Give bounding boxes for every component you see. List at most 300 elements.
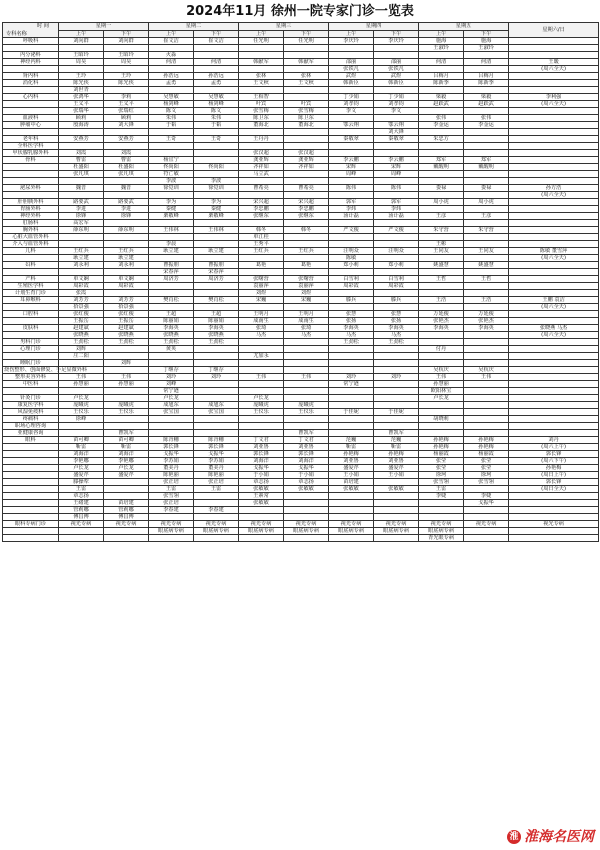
doctor-cell	[59, 269, 104, 276]
table-row	[3, 255, 599, 262]
doctor-cell: 青光眼专病	[419, 535, 464, 542]
doctor-cell: 戈振华	[149, 451, 194, 458]
dept-name-cell: 肾内科	[3, 73, 59, 80]
doctor-cell	[329, 304, 374, 311]
doctor-cell	[464, 283, 509, 290]
dept-name-cell: 心内科	[3, 94, 59, 101]
doctor-cell: 王文秋	[284, 80, 329, 87]
doctor-cell: 张晓燕	[104, 332, 149, 339]
dept-name-cell	[3, 108, 59, 115]
doctor-cell: 庞曦虎	[104, 402, 149, 409]
doctor-cell: 徐觉训	[149, 185, 194, 192]
table-row	[3, 318, 599, 325]
doctor-cell: 王相智	[239, 94, 284, 101]
doctor-cell	[284, 94, 329, 101]
weekend-cell	[509, 199, 599, 206]
doctor-cell	[464, 234, 509, 241]
doctor-cell	[374, 192, 419, 199]
table-row	[3, 346, 599, 353]
doctor-cell	[374, 416, 419, 423]
weekend-cell	[509, 52, 599, 59]
doctor-cell: 成南生	[239, 318, 284, 325]
doctor-cell	[419, 500, 464, 507]
doctor-cell: 路要武	[104, 199, 149, 206]
doctor-cell	[149, 220, 194, 227]
doctor-cell	[149, 234, 194, 241]
doctor-cell: 姚盛慧	[419, 262, 464, 269]
table-row	[3, 297, 599, 304]
doctor-cell: 韩冬	[239, 227, 284, 234]
doctor-cell	[329, 290, 374, 297]
doctor-cell: 宋辉	[329, 164, 374, 171]
doctor-cell: 薛东明	[104, 227, 149, 234]
doctor-cell: 郑小莉	[374, 262, 419, 269]
doctor-cell: 符亡敏	[149, 171, 194, 178]
weekend-cell	[509, 346, 599, 353]
doctor-cell	[464, 409, 509, 416]
doctor-cell	[104, 178, 149, 185]
doctor-cell: 郭长锋	[239, 451, 284, 458]
doctor-cell: 张琦	[284, 325, 329, 332]
doctor-cell	[374, 500, 419, 507]
weekend-cell	[509, 150, 599, 157]
doctor-cell: 丁文君	[239, 437, 284, 444]
doctor-cell	[419, 269, 464, 276]
weekend-cell	[509, 507, 599, 514]
doctor-cell: 刘煜	[239, 290, 284, 297]
doctor-cell: 王彦	[419, 213, 464, 220]
doctor-cell: 戴醒明	[464, 164, 509, 171]
doctor-cell: 于韬	[149, 122, 194, 129]
doctor-cell: 王劲松	[149, 339, 194, 346]
doctor-cell: 杨宜宁	[149, 157, 194, 164]
doctor-cell	[374, 178, 419, 185]
doctor-cell: 丁少娟	[329, 94, 374, 101]
doctor-cell	[104, 45, 149, 52]
doctor-cell: 曹雷	[59, 157, 104, 164]
doctor-cell: 盛爱芹	[59, 472, 104, 479]
doctor-cell: 赵建斌	[59, 325, 104, 332]
doctor-cell: 刘海洋	[284, 458, 329, 465]
doctor-cell	[239, 220, 284, 227]
doctor-cell	[59, 388, 104, 395]
table-row	[3, 178, 599, 185]
doctor-cell: 庄二阳	[59, 353, 104, 360]
weekend-cell	[509, 206, 599, 213]
doctor-cell: 王奇	[149, 136, 194, 143]
doctor-cell: 陈光侠	[104, 80, 149, 87]
doctor-cell	[464, 87, 509, 94]
doctor-cell	[419, 514, 464, 521]
doctor-cell: 张继东	[284, 213, 329, 220]
doctor-cell: 戈振华	[239, 465, 284, 472]
doctor-cell: 李海英	[329, 325, 374, 332]
weekend-cell: 王鹏 袁洁	[509, 297, 599, 304]
doctor-cell	[194, 514, 239, 521]
doctor-cell: 王彬	[419, 241, 464, 248]
weekend-cell	[509, 339, 599, 346]
weekend-cell: 张晓燕 马杰	[509, 325, 599, 332]
doctor-cell: 王哲	[464, 276, 509, 283]
table-row	[3, 129, 599, 136]
doctor-cell: 王浩	[419, 297, 464, 304]
doctor-cell: 眼底病专病	[419, 528, 464, 535]
table-row	[3, 486, 599, 493]
doctor-cell	[464, 402, 509, 409]
doctor-cell: 陈新季	[464, 80, 509, 87]
doctor-cell: 卢长龙	[239, 395, 284, 402]
doctor-cell: 张宝国	[149, 409, 194, 416]
doctor-cell: 邵丽	[374, 59, 419, 66]
doctor-cell	[374, 143, 419, 150]
watermark-logo-icon: 淮	[507, 830, 521, 844]
day-header: 星期三	[239, 23, 329, 31]
doctor-cell: 宋辉	[374, 164, 419, 171]
doctor-cell: 刘海洋	[104, 451, 149, 458]
doctor-cell: 吴杭庆	[419, 367, 464, 374]
doctor-cell: 刘大锋	[374, 129, 419, 136]
doctor-cell	[329, 115, 374, 122]
weekend-cell	[509, 409, 599, 416]
doctor-cell: 王劲松	[194, 339, 239, 346]
dept-name-cell: 妇科	[3, 262, 59, 269]
doctor-cell	[284, 367, 329, 374]
pm-header: 下午	[464, 30, 509, 38]
doctor-cell: 顾莉	[104, 115, 149, 122]
doctor-cell	[284, 353, 329, 360]
weekend-cell	[509, 535, 599, 542]
weekend-cell	[509, 115, 599, 122]
doctor-cell: 陈文	[149, 108, 194, 115]
doctor-cell: 邵丽	[329, 59, 374, 66]
doctor-cell: 傅昌博	[59, 514, 104, 521]
weekend-cell	[509, 178, 599, 185]
doctor-cell: 李进	[104, 206, 149, 213]
doctor-cell: 葛艳	[239, 262, 284, 269]
doctor-cell: 宋兴超	[284, 199, 329, 206]
doctor-cell: 张莹	[419, 465, 464, 472]
table-row	[3, 227, 599, 234]
doctor-cell	[194, 416, 239, 423]
doctor-cell: 高宏军	[59, 220, 104, 227]
doctor-cell: 朱伟	[149, 115, 194, 122]
am-header: 上午	[419, 30, 464, 38]
doctor-cell: 刘芳芳	[104, 297, 149, 304]
table-row	[3, 528, 599, 535]
doctor-cell	[239, 388, 284, 395]
doctor-cell	[374, 290, 419, 297]
doctor-cell	[329, 388, 374, 395]
dept-name-cell: 整形美容外科	[3, 374, 59, 381]
doctor-cell: 眼底病专病	[239, 528, 284, 535]
doctor-cell: 靳雷	[59, 444, 104, 451]
doctor-cell	[194, 395, 239, 402]
doctor-cell	[464, 290, 509, 297]
doctor-cell: 刘峰	[149, 381, 194, 388]
weekend-cell	[509, 283, 599, 290]
doctor-cell: 赵跃武	[464, 101, 509, 108]
doctor-cell: 张正培	[194, 479, 239, 486]
weekend-cell: 王暖	[509, 59, 599, 66]
doctor-cell	[329, 150, 374, 157]
doctor-cell	[284, 493, 329, 500]
doctor-cell: 徐珂	[419, 472, 464, 479]
doctor-cell	[464, 332, 509, 339]
table-row	[3, 374, 599, 381]
doctor-cell: 李艳娜	[104, 458, 149, 465]
doctor-cell: 周峰	[374, 171, 419, 178]
doctor-cell: 孙艳梅	[419, 437, 464, 444]
doctor-cell	[329, 129, 374, 136]
doctor-cell	[194, 346, 239, 353]
doctor-cell: 张凡琪	[104, 171, 149, 178]
doctor-cell: 鄂云翔	[329, 122, 374, 129]
doctor-cell	[239, 66, 284, 73]
doctor-cell	[464, 528, 509, 535]
table-row	[3, 87, 599, 94]
weekend-cell	[509, 318, 599, 325]
weekend-cell: 郭长锋	[509, 451, 599, 458]
doctor-cell	[419, 171, 464, 178]
doctor-cell: 顾莉	[59, 115, 104, 122]
dept-name-cell	[3, 164, 59, 171]
doctor-cell: 万延俊	[464, 311, 509, 318]
doctor-cell	[374, 87, 419, 94]
doctor-cell: 单文娴	[59, 276, 104, 283]
doctor-cell	[149, 416, 194, 423]
doctor-cell	[464, 430, 509, 437]
doctor-cell: 王昭玲	[104, 52, 149, 59]
doctor-cell: 陈艳丽	[194, 472, 239, 479]
dept-name-cell	[3, 101, 59, 108]
dept-name-cell	[3, 451, 59, 458]
doctor-cell	[59, 45, 104, 52]
doctor-cell: 滕操犁	[59, 479, 104, 486]
weekend-cell	[509, 227, 599, 234]
doctor-cell: 张林	[284, 73, 329, 80]
doctor-cell	[194, 535, 239, 542]
weekend-cell	[509, 143, 599, 150]
weekend-cell: (周六下午)	[509, 458, 599, 465]
doctor-cell: 秦健	[149, 206, 194, 213]
weekend-cell: (周日全天)	[509, 486, 599, 493]
weekend-cell	[509, 164, 599, 171]
doctor-cell: 秦敬翠	[329, 136, 374, 143]
doctor-cell: 刘玲	[149, 374, 194, 381]
doctor-cell	[104, 290, 149, 297]
weekend-cell: 郭长锋	[509, 479, 599, 486]
doctor-cell: 薛东明	[59, 227, 104, 234]
doctor-cell: 樊肖松	[194, 297, 239, 304]
doctor-cell: 张雪翎	[149, 493, 194, 500]
table-row	[3, 59, 599, 66]
table-row	[3, 472, 599, 479]
doctor-cell: 魏晋	[104, 185, 149, 192]
doctor-cell: 徐觉训	[194, 185, 239, 192]
doctor-cell	[239, 304, 284, 311]
doctor-cell	[104, 66, 149, 73]
doctor-cell: 常宁遒	[149, 388, 194, 395]
dept-name-cell	[3, 458, 59, 465]
table-row	[3, 45, 599, 52]
doctor-cell	[464, 486, 509, 493]
doctor-cell: 刘永利	[59, 262, 104, 269]
weekend-cell: (周六全天)	[509, 101, 599, 108]
doctor-cell: 张曙营	[284, 276, 329, 283]
doctor-cell	[149, 87, 194, 94]
dept-name-cell	[3, 192, 59, 199]
doctor-cell: 王雷	[419, 486, 464, 493]
doctor-cell: 王伟	[59, 374, 104, 381]
dept-name-cell: 生殖医学科	[3, 283, 59, 290]
doctor-cell: 张伟	[419, 115, 464, 122]
doctor-cell: 陈丽娟	[149, 318, 194, 325]
doctor-cell: 单江桂	[239, 234, 284, 241]
doctor-cell	[329, 52, 374, 59]
doctor-cell	[149, 535, 194, 542]
table-row	[3, 367, 599, 374]
doctor-cell: 卢长龙	[59, 395, 104, 402]
doctor-cell	[419, 87, 464, 94]
doctor-cell	[419, 507, 464, 514]
doctor-cell: 王劲松	[374, 339, 419, 346]
weekend-cell	[509, 157, 599, 164]
weekend-cell	[509, 73, 599, 80]
doctor-cell	[329, 269, 374, 276]
weekend-cell	[509, 367, 599, 374]
doctor-cell: 苗可卿	[104, 437, 149, 444]
doctor-cell: 董美丹	[149, 465, 194, 472]
doctor-cell	[419, 66, 464, 73]
doctor-cell: 李庆玲	[329, 38, 374, 45]
doctor-cell: 王明月	[239, 311, 284, 318]
doctor-cell: 赵建斌	[104, 325, 149, 332]
doctor-cell: 李金运	[464, 122, 509, 129]
weekend-cell: 视光专病	[509, 521, 599, 528]
doctor-cell	[464, 108, 509, 115]
doctor-cell	[419, 220, 464, 227]
dept-name-cell	[3, 444, 59, 451]
doctor-cell	[239, 129, 284, 136]
table-row	[3, 493, 599, 500]
doctor-cell	[194, 150, 239, 157]
doctor-cell	[374, 241, 419, 248]
day-header: 星期一	[59, 23, 149, 31]
doctor-cell: 曹凯军	[284, 430, 329, 437]
doctor-cell	[374, 52, 419, 59]
doctor-cell: 张雪翎	[464, 479, 509, 486]
doctor-cell: 张敏敏	[374, 486, 419, 493]
doctor-cell: 白雪利	[374, 276, 419, 283]
doctor-cell: 李忠鹏	[239, 206, 284, 213]
table-row	[3, 136, 599, 143]
doctor-cell: 于小娟	[239, 472, 284, 479]
doctor-cell: 孟勇	[194, 80, 239, 87]
doctor-cell	[104, 234, 149, 241]
dept-name-cell: 康复医学科	[3, 402, 59, 409]
doctor-cell: 宋春萍	[149, 269, 194, 276]
doctor-cell: 王小娟	[374, 472, 419, 479]
doctor-cell: 戈振华	[464, 500, 509, 507]
doctor-cell: 郑小莉	[329, 262, 374, 269]
weekend-cell	[509, 136, 599, 143]
doctor-cell	[239, 143, 284, 150]
doctor-cell: 盛爱芹	[374, 465, 419, 472]
doctor-cell: 张正培	[149, 479, 194, 486]
doctor-cell: 栗敬峰	[149, 213, 194, 220]
doctor-cell	[284, 388, 329, 395]
doctor-cell: 安燕芳	[104, 136, 149, 143]
doctor-cell: 刘玲	[374, 374, 419, 381]
day-header: 星期五	[419, 23, 509, 31]
dept-name-cell	[3, 535, 59, 542]
table-row	[3, 444, 599, 451]
doctor-cell: 张敏敏	[284, 486, 329, 493]
dept-name-cell: 胸外科	[3, 227, 59, 234]
table-row	[3, 339, 599, 346]
doctor-cell: 宋巍	[284, 297, 329, 304]
doctor-cell	[464, 514, 509, 521]
table-row	[3, 213, 599, 220]
doctor-cell: 刘孝钧	[374, 101, 419, 108]
dept-name-cell: 烧伤整形、创面修复、手足显微外科	[4, 367, 88, 373]
doctor-cell: 耿立建	[104, 255, 149, 262]
doctor-cell: 曹雷	[104, 157, 149, 164]
doctor-cell: 王哲	[419, 276, 464, 283]
doctor-cell: 王仪乐	[59, 409, 104, 416]
doctor-cell: 耿立建	[59, 255, 104, 262]
dept-name-cell: 心理门诊	[3, 346, 59, 353]
doctor-cell	[464, 178, 509, 185]
doctor-cell: 王浩	[464, 297, 509, 304]
doctor-cell	[374, 402, 419, 409]
doctor-cell: 李进	[59, 206, 104, 213]
weekend-cell	[509, 500, 599, 507]
doctor-cell	[329, 430, 374, 437]
doctor-cell: 叶宾	[239, 101, 284, 108]
doctor-cell	[464, 416, 509, 423]
dept-name-cell	[3, 171, 59, 178]
weekend-cell	[509, 269, 599, 276]
doctor-cell	[374, 381, 419, 388]
table-row	[3, 430, 599, 437]
doctor-cell: 魏晋	[59, 185, 104, 192]
doctor-cell	[149, 255, 194, 262]
doctor-cell	[149, 304, 194, 311]
doctor-cell: 秦健	[194, 206, 239, 213]
doctor-cell: 马杰	[329, 332, 374, 339]
doctor-cell: 王彦	[464, 213, 509, 220]
doctor-cell	[419, 143, 464, 150]
doctor-cell	[104, 367, 149, 374]
doctor-cell: 王伟	[284, 374, 329, 381]
doctor-cell	[419, 234, 464, 241]
doctor-cell: 张莹	[464, 458, 509, 465]
doctor-cell	[194, 381, 239, 388]
doctor-cell: 樊肖松	[149, 297, 194, 304]
doctor-cell	[149, 290, 194, 297]
dept-name-cell: 疼痛科	[3, 416, 59, 423]
dept-name-cell: 眼科	[3, 437, 59, 444]
dept-name-cell	[3, 45, 59, 52]
doctor-cell	[464, 241, 509, 248]
doctor-cell: 杜盛阳	[104, 164, 149, 171]
doctor-cell	[104, 395, 149, 402]
doctor-cell: 王劲松	[59, 339, 104, 346]
table-row	[3, 73, 599, 80]
doctor-cell	[464, 192, 509, 199]
doctor-cell: 李云鹏	[329, 157, 374, 164]
